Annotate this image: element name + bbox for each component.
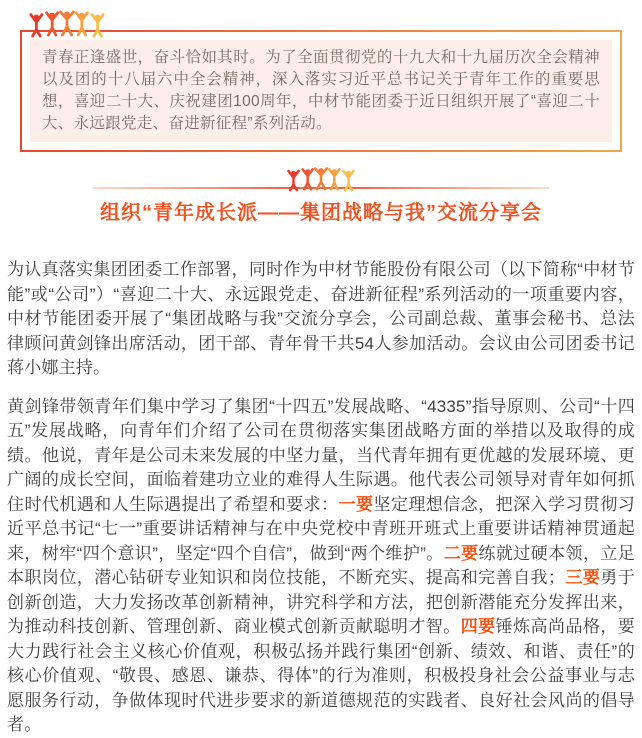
intro-section (20, 8, 622, 152)
text-run: 练就过硬本领，立足本职岗位，潜心钻研专业知识和岗位技能，不断充实、提高和完善自我； (7, 543, 635, 587)
intro-box (20, 30, 622, 152)
paragraph-speech (7, 395, 635, 738)
page-title: 组织“青年成长派——集团战略与我”交流分享会 (100, 202, 542, 224)
intro-panel (30, 40, 612, 142)
article-body (7, 258, 635, 738)
text-run: 坚定理想信念，把深入学习贯彻习近平总书记“七一”重要讲话精神与在中央党校中青班开班式上重要讲话精神贯通起来，树牢“四个意识”，坚定“四个自信”，做到“两个维护”。 (7, 494, 635, 563)
heading-divider (93, 164, 549, 192)
text-run: 锤炼高尚品格，要大力践行社会主义核心价值观，积极弘扬并践行集团“创新、绩效、和谐、责任”的核心价值观、“敬畏、感恩、谦恭、得体”的行为准则，积极投身社会公益事业与志愿服务行动，争做体现时代进步要求的新道德规范的实践者、良好社会风尚的倡导者。 (7, 617, 635, 734)
accent-phrase: 四要 (460, 617, 496, 636)
intro-text: 青春正逢盛世，奋斗恰如其时。为了全面贯彻党的十九大和十九届历次全会精神以及团的十八届六中全会精神，深入落实习近平总书记关于青年工作的重要思想，喜迎二十大、庆祝建团100周年，中材节能团委于近日组织开展了“喜迎二十大、永远跟党走、奋进新征程”系列活动。 (42, 49, 600, 132)
accent-phrase: 二要 (443, 543, 479, 563)
text-run: 勇于创新创造，大力发扬改革创新精神，讲究科学和方法，把创新潜能充分发挥出来，为推动科技创新、管理创新、商业模式创新贡献聪明才智。 (7, 568, 635, 636)
heading-section (0, 164, 642, 227)
celebrating-people-icon (286, 165, 356, 192)
accent-phrase: 一要 (338, 494, 374, 514)
paragraph-intro: 为认真落实集团团委工作部署，同时作为中材节能股份有限公司（以下简称“中材节能”或“公司”）“喜迎二十大、永远跟党走、奋进新征程”系列活动的一项重要内容，中材节能团委开展了“集团战略与我”交流分享会，公司副总裁、董事会秘书、总法律顾问黄剑锋出席活动，团干部、青年骨干共54人参加活动。会议由公司团委书记蒋小娜主持。 (7, 260, 635, 377)
text-run: 黄剑锋带领青年们集中学习了集团“十四五”发展战略、“4335”指导原则、公司“十四五”发展战略，向青年们介绍了公司在贯彻落实集团战略方面的举措以及取得的成绩。他说，青年是公司未来发展的中坚力量，当代青年拥有更优越的发展环境、更广阔的成长空间，面临着建功立业的难得人生际遇。他代表公司领导对青年如何抓住时代机遇和人生际遇提出了希望和要求： (7, 396, 635, 514)
celebrating-people-icon (28, 8, 106, 38)
accent-phrase: 三要 (565, 568, 601, 587)
